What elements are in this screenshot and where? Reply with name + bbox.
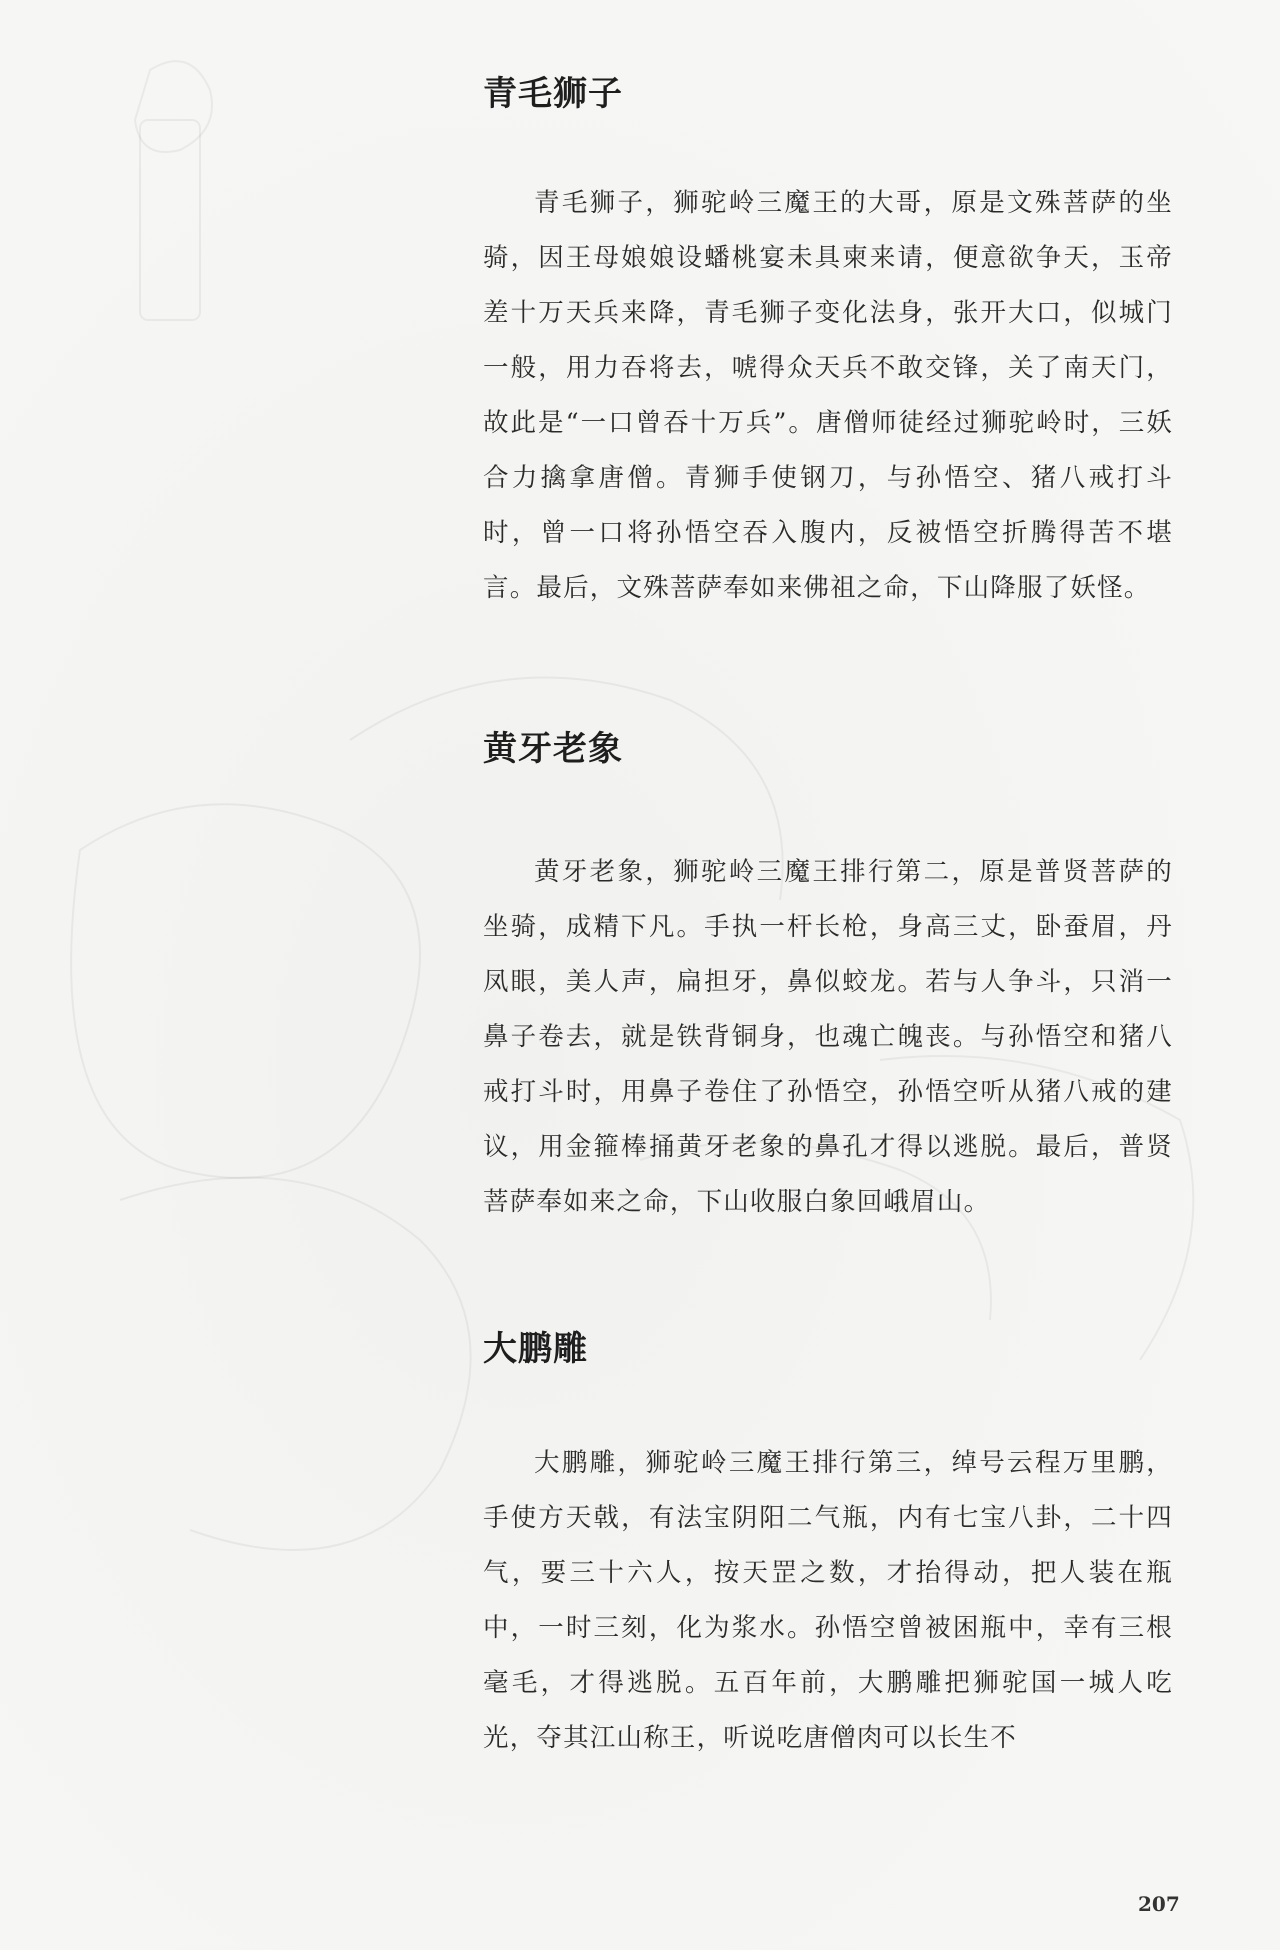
section-qingmao-shizi (483, 70, 1173, 616)
section-title: 黄牙老象 (483, 729, 623, 769)
page-number: 207 (1138, 1892, 1180, 1916)
section-paragraph: 黄牙老象，狮驼岭三魔王排行第二，原是普贤菩萨的坐骑，成精下凡。手执一杆长枪，身高三丈，卧蚕眉，丹凤眼，美人声，扁担牙，鼻似蛟龙。若与人争斗，只消一鼻子卷去，就是铁背铜身，也魂亡魄丧。与孙悟空和猪八戒打斗时，用鼻子卷住了孙悟空，孙悟空听从猪八戒的建议，用金箍棒捅黄牙老象的鼻孔才得以逃脱。最后，普贤菩萨奉如来之命，下山收服白象回峨眉山。 (483, 857, 1173, 1217)
section-title: 大鹏雕 (483, 1329, 588, 1369)
section-paragraph: 大鹏雕，狮驼岭三魔王排行第三，绰号云程万里鹏，手使方天戟，有法宝阴阳二气瓶，内有七宝八卦，二十四气，要三十六人，按天罡之数，才抬得动，把人装在瓶中，一时三刻，化为浆水。孙悟空曾被困瓶中，幸有三根毫毛，才得逃脱。五百年前，大鹏雕把狮驼国一城人吃光，夺其江山称王，听说吃唐僧肉可以长生不 (483, 1448, 1173, 1753)
section-dapeng-diao (483, 1325, 1173, 1766)
section-huangya-laoxiang (483, 725, 1173, 1230)
section-title: 青毛狮子 (483, 74, 623, 114)
section-paragraph: 青毛狮子，狮驼岭三魔王的大哥，原是文殊菩萨的坐骑，因王母娘娘设蟠桃宴未具柬来请，便意欲争天，玉帝差十万天兵来降，青毛狮子变化法身，张开大口，似城门一般，用力吞将去，唬得众天兵不敢交锋，关了南天门，故此是“一口曾吞十万兵”。唐僧师徒经过狮驼岭时，三妖合力擒拿唐僧。青狮手使钢刀，与孙悟空、猪八戒打斗时，曾一口将孙悟空吞入腹内，反被悟空折腾得苦不堪言。最后，文殊菩萨奉如来佛祖之命，下山降服了妖怪。 (483, 188, 1173, 603)
